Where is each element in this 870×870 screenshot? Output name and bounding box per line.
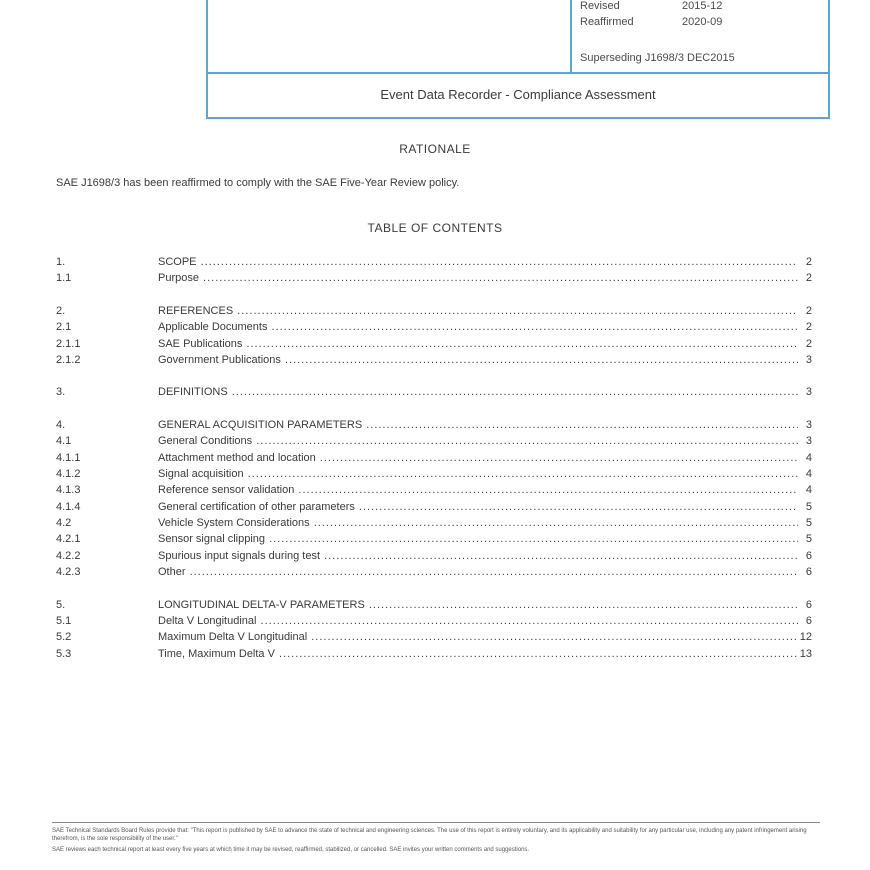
toc-entry[interactable] bbox=[56, 531, 812, 547]
superseding-note: Superseding J1698/3 DEC2015 bbox=[580, 52, 735, 64]
toc-entry-page: 5 bbox=[805, 500, 812, 513]
toc-entry-page: 6 bbox=[805, 549, 812, 562]
toc-entry-number: 4.2 bbox=[56, 517, 72, 530]
toc-entry-title: Signal acquisition ..... bbox=[158, 466, 798, 482]
toc-entry-title: SAE Publications ..... bbox=[158, 336, 798, 352]
toc-entry-title: REFERENCES ..... bbox=[158, 303, 798, 319]
toc-entry-number: 4.1.3 bbox=[56, 484, 81, 497]
toc-entry-number: 5.1 bbox=[56, 615, 72, 628]
toc-entry-title: Purpose ..... bbox=[158, 270, 798, 286]
toc-entry[interactable] bbox=[56, 319, 812, 335]
toc-entry-title: General certification of other parameters ..... bbox=[158, 499, 798, 515]
toc-entry-title: Applicable Documents ..... bbox=[158, 319, 798, 335]
toc-entry[interactable] bbox=[56, 433, 812, 449]
toc-entry-number: 2.1 bbox=[56, 321, 72, 334]
toc-entry-title: Attachment method and location ..... bbox=[158, 450, 798, 466]
toc-entry-page: 4 bbox=[805, 484, 812, 497]
toc-entry-title: General Conditions ..... bbox=[158, 433, 798, 449]
toc-entry[interactable] bbox=[56, 270, 812, 286]
toc-entry[interactable] bbox=[56, 515, 812, 531]
toc-entry-page: 2 bbox=[805, 321, 812, 334]
rationale-heading: RATIONALE bbox=[399, 142, 471, 156]
toc-entry[interactable] bbox=[56, 613, 812, 629]
toc-entry[interactable] bbox=[56, 466, 812, 482]
toc-entry-page: 12 bbox=[799, 631, 812, 644]
toc-entry-title: DEFINITIONS ..... bbox=[158, 384, 798, 400]
header-top-row bbox=[208, 0, 828, 74]
toc-entry-title: Spurious input signals during test ..... bbox=[158, 548, 798, 564]
toc-entry-page: 3 bbox=[805, 353, 812, 366]
toc-entry-page: 2 bbox=[805, 304, 812, 317]
toc-entry-title: GENERAL ACQUISITION PARAMETERS ..... bbox=[158, 417, 798, 433]
toc-entry-title: Time, Maximum Delta V ..... bbox=[158, 646, 798, 662]
table-of-contents bbox=[56, 254, 812, 662]
toc-entry[interactable] bbox=[56, 482, 812, 498]
reaffirmed-label: Reaffirmed bbox=[580, 16, 634, 28]
footer-rules-text: SAE Technical Standards Board Rules provide that: "This report is published by SAE to advance the state of technical and engineering sciences. The use of this report is entirely voluntary, and its applicability and suitability for any particular use, including any patent infringement arising therefrom, is the sole responsibility of the user." bbox=[52, 828, 807, 842]
document-title: Event Data Recorder - Compliance Assessment bbox=[380, 87, 656, 102]
footer-review-text: SAE reviews each technical report at least every five years at which time it may be revised, reaffirmed, stabilized, or cancelled. SAE invites your written comments and suggestions. bbox=[52, 847, 530, 853]
header-divider bbox=[570, 0, 572, 72]
toc-entry-title: Reference sensor validation ..... bbox=[158, 482, 798, 498]
revised-date: 2015-12 bbox=[682, 0, 723, 12]
toc-entry[interactable] bbox=[56, 352, 812, 368]
toc-entry-title: Government Publications ..... bbox=[158, 352, 798, 368]
toc-entry-title: Maximum Delta V Longitudinal ..... bbox=[158, 629, 798, 645]
toc-entry-number: 5.2 bbox=[56, 631, 72, 644]
toc-entry-page: 6 bbox=[805, 598, 812, 611]
toc-entry-number: 1. bbox=[56, 256, 66, 268]
toc-entry-number: 3. bbox=[56, 386, 66, 399]
toc-entry[interactable] bbox=[56, 417, 812, 433]
toc-entry-number: 4.1.2 bbox=[56, 467, 81, 480]
toc-entry-number: 2.1.2 bbox=[56, 353, 81, 366]
toc-entry-page: 3 bbox=[805, 386, 812, 399]
toc-entry[interactable] bbox=[56, 303, 812, 319]
toc-entry[interactable] bbox=[56, 499, 812, 515]
toc-entry[interactable] bbox=[56, 384, 812, 400]
footer-notice bbox=[52, 822, 820, 857]
toc-entry-number: 5. bbox=[56, 598, 66, 611]
toc-entry-title: SCOPE ..... bbox=[158, 254, 798, 270]
toc-entry-page: 3 bbox=[805, 418, 812, 431]
toc-entry[interactable] bbox=[56, 646, 812, 662]
toc-entry-page: 4 bbox=[805, 451, 812, 464]
toc-entry-number: 2. bbox=[56, 304, 66, 317]
revised-label: Revised bbox=[580, 0, 620, 12]
toc-entry-number: 4.2.3 bbox=[56, 566, 81, 579]
reaffirmed-date: 2020-09 bbox=[682, 16, 723, 28]
toc-entry-title: Delta V Longitudinal ..... bbox=[158, 613, 798, 629]
toc-entry-number: 2.1.1 bbox=[56, 337, 81, 350]
toc-entry-page: 6 bbox=[805, 566, 812, 579]
toc-entry-number: 5.3 bbox=[56, 647, 72, 660]
rationale-text: SAE J1698/3 has been reaffirmed to comply with the SAE Five-Year Review policy. bbox=[56, 177, 460, 189]
toc-entry-page: 5 bbox=[805, 517, 812, 530]
toc-entry[interactable] bbox=[56, 254, 812, 270]
toc-entry-page: 3 bbox=[805, 435, 812, 448]
toc-entry-number: 1.1 bbox=[56, 272, 72, 285]
toc-entry-title: Sensor signal clipping ..... bbox=[158, 531, 798, 547]
toc-entry-number: 4. bbox=[56, 418, 66, 431]
toc-entry-page: 4 bbox=[805, 467, 812, 480]
toc-entry[interactable] bbox=[56, 629, 812, 645]
toc-entry-title: LONGITUDINAL DELTA-V PARAMETERS ..... bbox=[158, 597, 798, 613]
toc-entry-number: 4.2.2 bbox=[56, 549, 81, 562]
toc-entry-title: Other ..... bbox=[158, 564, 798, 580]
toc-entry-page: 2 bbox=[805, 337, 812, 350]
toc-entry-title: Vehicle System Considerations ..... bbox=[158, 515, 798, 531]
toc-heading: TABLE OF CONTENTS bbox=[367, 221, 503, 235]
toc-entry-page: 2 bbox=[805, 256, 812, 268]
toc-entry-number: 4.2.1 bbox=[56, 533, 81, 546]
toc-entry-number: 4.1.1 bbox=[56, 451, 81, 464]
toc-entry-page: 13 bbox=[799, 647, 812, 660]
toc-entry-page: 6 bbox=[805, 615, 812, 628]
toc-entry[interactable] bbox=[56, 564, 812, 580]
toc-entry-page: 2 bbox=[805, 272, 812, 285]
toc-entry-page: 5 bbox=[805, 533, 812, 546]
toc-entry[interactable] bbox=[56, 548, 812, 564]
toc-entry[interactable] bbox=[56, 450, 812, 466]
toc-entry-number: 4.1.4 bbox=[56, 500, 81, 513]
toc-entry[interactable] bbox=[56, 336, 812, 352]
toc-entry[interactable] bbox=[56, 597, 812, 613]
toc-entry-number: 4.1 bbox=[56, 435, 72, 448]
document-header-box bbox=[206, 0, 830, 119]
